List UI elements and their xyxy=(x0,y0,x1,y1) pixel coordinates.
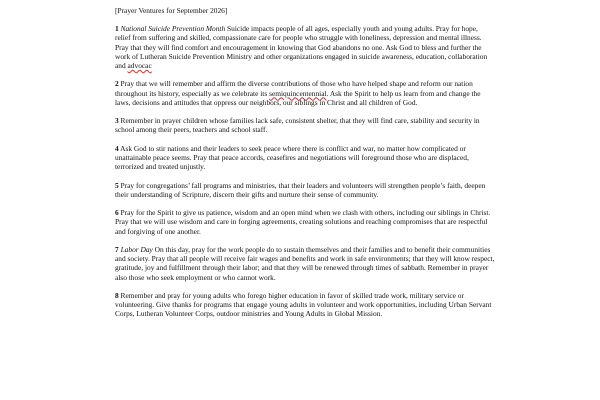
item-text: . Ask the Spirit to help us learn from and change the laws, decisions and attitudes that oppress our neighbors, our siblings in Christ and all children of God. xyxy=(115,88,481,107)
item-number: 5 xyxy=(115,180,119,190)
item-text: Pray that we will remember and affirm the diverse contributions of those who have helped shape and reform our nation throughout its history, especially as we celebrate its xyxy=(115,79,473,98)
item-text: Remember in prayer children whose families lack safe, consistent shelter, that they will find care, stability and security in school among their peers, teachers and school staff. xyxy=(115,116,480,135)
item-text: Pray for the Spirit to give us patience, wisdom and an open mind when we clash with others, including our siblings in Christ. Pray that we will use wisdom and care in forging agreements, creating solutions and reaching compromises that are respectful and forgiving of one another. xyxy=(115,208,491,236)
prayer-item-6 xyxy=(115,208,495,236)
prayer-item-1 xyxy=(115,24,495,70)
item-number: 2 xyxy=(115,79,119,89)
document-heading: [Prayer Ventures for September 2026] xyxy=(115,6,228,15)
item-number: 3 xyxy=(115,116,119,126)
prayer-item-4 xyxy=(115,144,495,172)
prayer-item-5 xyxy=(115,181,495,199)
spellcheck-flagged-word[interactable]: advocac xyxy=(127,61,152,71)
prayer-item-8 xyxy=(115,291,495,319)
prayer-item-2 xyxy=(115,79,495,107)
item-text: Ask God to stir nations and their leaders to seek peace where there is conflict and war, no matter how complicated or unattainable peace seems. Pray that peace accords, ceasefires and negotiations will foreground those who are displaced, terrorized and treated unjustly. xyxy=(115,143,469,172)
item-number: 1 xyxy=(115,24,119,34)
prayer-item-3 xyxy=(115,116,495,134)
document-page xyxy=(115,6,495,328)
item-number: 4 xyxy=(115,143,119,153)
item-text: Remember and pray for young adults who forego higher education in favor of skilled trade work, military service or volunteering. Give thanks for programs that engage young adults in volunteer and work opportunities, including Urban Servant Corps, Lutheran Volunteer Corps, outdoor ministries and Young Adults in Global Mission. xyxy=(115,290,492,319)
item-number: 8 xyxy=(115,290,119,300)
item-observance: Labor Day xyxy=(120,244,153,254)
spellcheck-flagged-word[interactable]: semiquincentennial xyxy=(269,88,327,98)
item-number: 7 xyxy=(115,244,119,254)
item-number: 6 xyxy=(115,208,119,218)
item-text: On this day, pray for the work people do to sustain themselves and their families and to benefit their communities and society. Pray that all people will receive fair wages and benefits and work in safe environments; that they will know respect, gratitude, joy and fulfillment through their labor; and that they will be renewed through times of sabbath. Remember in prayer also those who seek employment or who cannot work. xyxy=(115,244,495,282)
item-text: Suicide impacts people of all ages, especially youth and young adults. Pray for hope, relief from suffering and skilled, compassionate care for people who struggle with loneliness, depression and mental illness. Pray that they will find comfort and encouragement in knowing that God abandons no one. Ask God to bless and further the work of Lutheran Suicide Prevention Ministry and other organizations engaged in suicide awareness, education, collaboration and xyxy=(115,24,488,71)
item-text: Pray for congregations’ fall programs and ministries, that their leaders and volunteers will strengthen people’s faith, deepen their understanding of Scripture, discern their gifts and nurture their sense of community. xyxy=(115,180,486,199)
item-observance: National Suicide Prevention Month xyxy=(120,24,226,34)
prayer-item-7 xyxy=(115,245,495,282)
